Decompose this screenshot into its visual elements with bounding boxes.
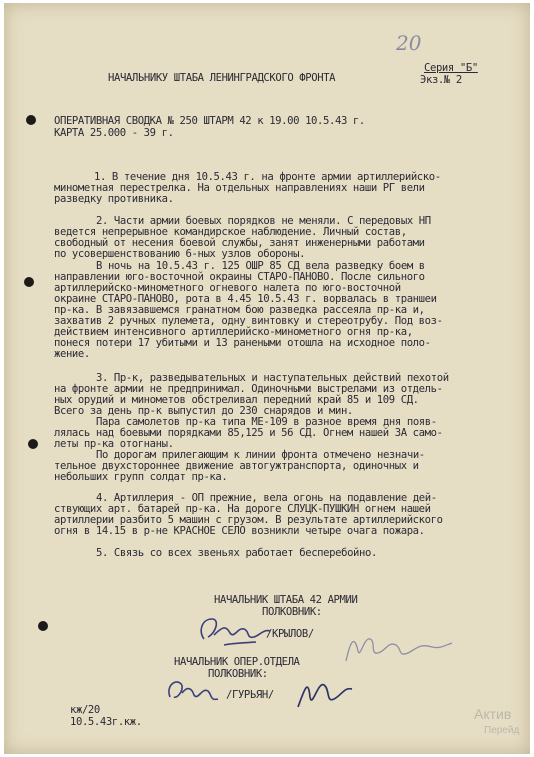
body-line: ствующих арт. батарей пр-ка. На дороге СЛУЦК-ПУШКИН огнем нашей — [54, 503, 431, 515]
body-line: ведется непрерывное командирское наблюдение. Личный состав, — [54, 226, 407, 238]
footer-date: 10.5.43г.кж. — [70, 716, 142, 728]
body-line: артиллерийско-минометного огневого налета по юго-восточной — [54, 282, 401, 294]
body-line: лялась над боевыми порядками 85,125 и 56 СД. Огнем нашей ЗА само- — [54, 427, 443, 439]
footer-line: кж/20 — [70, 704, 100, 716]
punch-hole — [24, 277, 34, 287]
punch-hole — [28, 439, 38, 449]
handwritten-signature-ops-2 — [290, 667, 360, 717]
addressee: НАЧАЛЬНИКУ ШТАБА ЛЕНИНГРАДСКОГО ФРОНТА — [108, 72, 336, 84]
punch-hole — [38, 621, 48, 631]
watermark: Актив — [474, 706, 512, 722]
copy-number: Экз.№ 2 — [420, 74, 462, 86]
body-line: разведку противника. — [54, 193, 174, 205]
ops-rank: ПОЛКОВНИК: — [208, 668, 268, 680]
handwritten-signature-pencil — [340, 623, 460, 673]
body-line: Всего за день пр-к выпустил до 230 снарядов и мин. — [54, 405, 353, 417]
body-line: на фронте армии не предпринимал. Одиночными выстрелами из отдель- — [54, 383, 443, 395]
body-line: захватив 2 ручных пулемета, одну винтовку и стереотрубу. Под воз- — [54, 315, 443, 327]
body-line: леты пр-ка отогнаны. — [54, 438, 174, 450]
series-label: Серия "Б" — [424, 62, 478, 74]
document-page — [4, 3, 530, 754]
body-line: 2. Части армии боевых порядков не меняли. С передовых НП — [96, 215, 431, 227]
handwritten-signature-ops-1 — [164, 671, 224, 711]
ops-name: /ГУРЬЯН/ — [226, 689, 274, 701]
body-line: действием интенсивного артиллерийско-минометного огня пр-ка, — [54, 326, 413, 338]
pencil-page-number: 20 — [396, 31, 422, 55]
body-line: тельное двухстороннее движение автогужтранспорта, одиночных и — [54, 460, 419, 472]
body-line: по усовершенствованию 6-ных узлов обороны. — [54, 248, 306, 260]
punch-hole — [26, 115, 36, 125]
chief-rank: ПОЛКОВНИК: — [262, 606, 322, 618]
body-line: В ночь на 10.5.43 г. 125 ОШР 85 СД вела разведку боем в — [96, 260, 425, 272]
body-line: 3. Пр-к, разведывательных и наступательных действий пехотой — [96, 372, 449, 384]
handwritten-signature-chief — [194, 609, 284, 654]
body-line: окраине СТАРО-ПАНОВО, рота в 4.45 10.5.43 г. ворвалась в траншеи — [54, 293, 437, 305]
body-line: пр-ка. В завязавшемся гранатном бою разведка рассеяла пр-ка и, — [54, 304, 425, 316]
body-line: 4. Артиллерия - ОП прежние, вела огонь на подавление дей- — [96, 492, 437, 504]
body-line: 5. Связь со всех звеньях работает бесперебойно. — [96, 547, 377, 559]
body-line: направлении юго-восточной окраины СТАРО-ПАНОВО. После сильного — [54, 271, 425, 283]
body-line: небольших групп солдат пр-ка. — [54, 471, 228, 483]
map-reference: КАРТА 25.000 - 39 г. — [54, 127, 174, 139]
body-line: По дорогам прилегающим к линии фронта отмечено незначи- — [96, 449, 425, 461]
chief-name: /КРЫЛОВ/ — [266, 628, 314, 640]
chief-title: НАЧАЛЬНИК ШТАБА 42 АРМИИ — [214, 594, 358, 606]
ops-title: НАЧАЛЬНИК ОПЕР.ОТДЕЛА — [174, 656, 300, 668]
body-line: Пара самолетов пр-ка типа МЕ-109 в разное время дня появ- — [96, 416, 437, 428]
body-line: огня в 14.15 в р-не КРАСНОЕ СЕЛО возникли четыре очага пожара. — [54, 525, 425, 537]
body-line: минометная перестрелка. На отдельных направлениях наши РГ вели — [54, 182, 425, 194]
body-line: артиллерии разбито 5 машин с грузом. В результате артиллерийского — [54, 514, 443, 526]
report-title: ОПЕРАТИВНАЯ СВОДКА № 250 ШТАРМ 42 к 19.00 10.5.43 г. — [54, 115, 365, 127]
body-line: жение. — [54, 348, 90, 360]
watermark-sub: Перейд — [484, 725, 520, 736]
body-line: свободный от несения боевой службы, занят инженерными работами — [54, 237, 425, 249]
body-line: 1. В течение дня 10.5.43 г. на фронте армии артиллерийско- — [94, 171, 441, 183]
body-line: ных орудий и минометов обстреливал передний край 85 и 109 СД. — [54, 394, 419, 406]
body-line: понеся потери 17 убитыми и 13 ранеными отошла на исходное поло- — [54, 337, 431, 349]
